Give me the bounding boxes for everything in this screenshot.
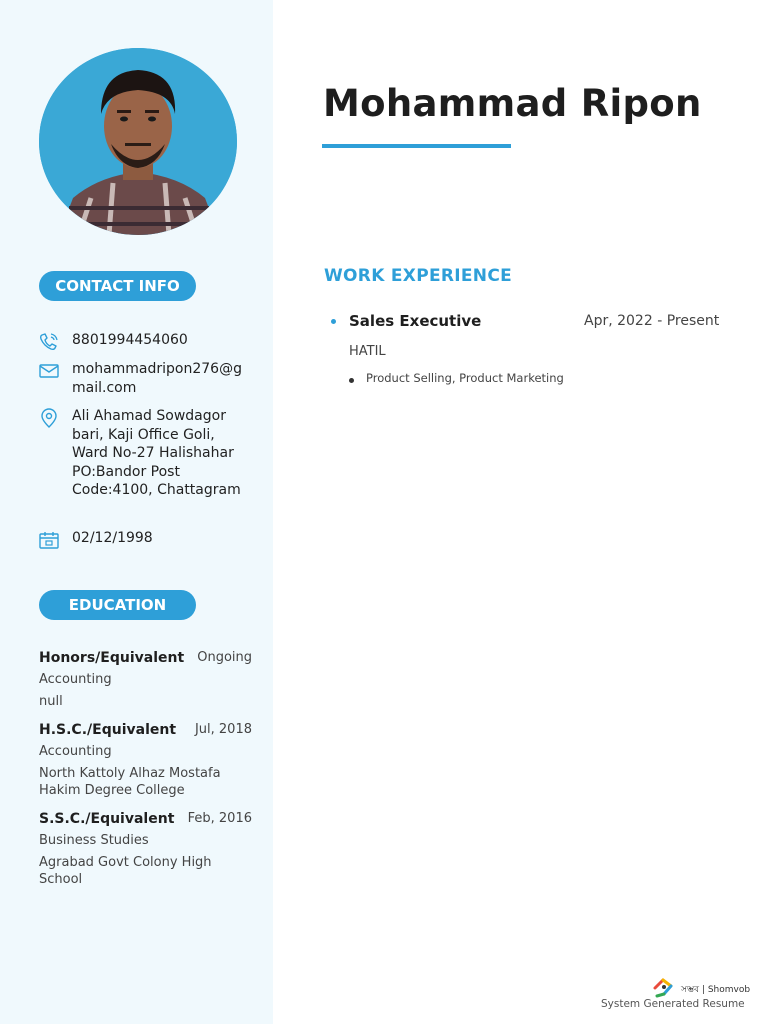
education-date: Jul, 2018 [194,722,252,737]
education-institute: Agrabad Govt Colony High School [39,855,212,887]
contact-email [38,360,242,396]
education-degree: S.S.C./Equivalent [39,811,175,827]
sidebar [0,0,273,1024]
contact-address [38,407,241,498]
location-pin-icon [38,408,60,428]
education-item [39,811,253,888]
education-institute: North Kattoly Alhaz Mostafa Hakim Degree College [39,766,221,798]
education-group: Accounting [39,672,112,687]
education-group: Business Studies [39,833,149,848]
job-bullet [331,319,336,324]
email-text: mohammadripon276@gmail.com [72,361,242,396]
job-tasks: Product Selling, Product Marketing [366,371,564,385]
education-date: Ongoing [197,650,252,665]
contact-info-heading: CONTACT INFO [39,271,196,301]
job-title: Sales Executive [349,312,482,330]
candidate-name: Mohammad Ripon [323,82,702,125]
education-heading: EDUCATION [39,590,196,620]
profile-photo [39,48,237,235]
phone-icon [38,332,60,352]
footer-brand: সম্ভব | Shomvob [681,985,751,995]
education-institute: null [39,694,63,709]
address-text: Ali Ahamad Sowdagor bari, Kaji Office Goli, Ward No-27 Halishahar PO:Bandor Post Code:4100, Chattagram [72,408,241,498]
contact-phone [38,331,188,352]
education-item [39,650,253,710]
calendar-icon [38,530,60,550]
education-degree: H.S.C./Equivalent [39,722,177,738]
task-bullet [349,378,354,383]
name-underline [322,144,511,148]
job-period: Apr, 2022 - Present [584,313,720,329]
education-item [39,722,253,799]
contact-dob [38,529,153,550]
dob-text: 02/12/1998 [72,530,153,546]
education-degree: Honors/Equivalent [39,650,185,666]
footer-note: System Generated Resume [601,998,745,1010]
education-group: Accounting [39,744,112,759]
shomvob-logo-icon [651,974,677,1000]
phone-text: 8801994454060 [72,332,188,348]
mail-icon [38,361,60,381]
job-company: HATIL [349,344,386,359]
work-experience-heading: WORK EXPERIENCE [324,266,513,286]
education-date: Feb, 2016 [187,811,252,826]
